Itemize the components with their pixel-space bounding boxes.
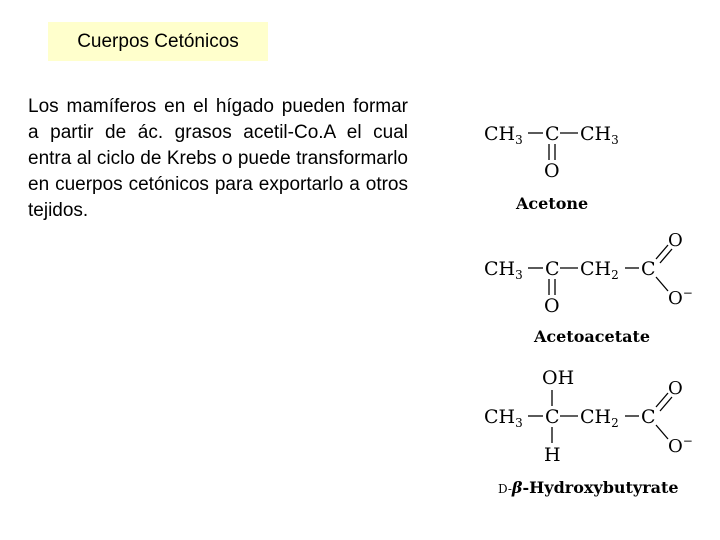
acetoacetate-structure [484,230,693,346]
slide-title: Cuerpos Cetónicos [77,30,239,52]
acetone-ch3-left: $CH_3$ [484,123,523,147]
hydroxybutyrate-o-top: O [668,378,683,399]
hydroxybutyrate-structure [484,367,693,497]
acetoacetate-label: Acetoacetate [534,327,651,346]
hydroxybutyrate-o-minus: O− [668,434,693,457]
acetoacetate-o-minus: O− [668,286,693,309]
hydroxybutyrate-c2: C [641,406,656,428]
hydroxybutyrate-oh: OH [542,367,575,389]
acetoacetate-c2: C [641,258,656,280]
acetoacetate-o-bottom: O [544,295,560,317]
hydroxybutyrate-h: H [544,444,561,466]
acetoacetate-co-single [656,277,668,291]
hydroxybutyrate-co-double-a [656,393,668,407]
acetone-label: Acetone [516,194,589,213]
acetone-c: C [545,123,560,145]
hydroxybutyrate-c1: C [545,406,560,428]
acetoacetate-co-double-a [656,245,668,259]
acetoacetate-c1: C [545,258,560,280]
acetone-ch3-right: $CH_3$ [580,123,619,147]
hydroxybutyrate-ch3: $CH_3$ [484,406,523,430]
acetone-structure [484,123,619,213]
hydroxybutyrate-co-single [656,425,668,439]
hydroxybutyrate-ch2: $CH_2$ [580,406,619,430]
acetoacetate-o-top: O [668,230,683,251]
acetoacetate-co-double-b [660,249,672,263]
acetone-o: O [544,160,560,182]
body-paragraph: Los mamíferos en el hígado pueden formar a partir de ác. grasos acetil-Co.A el cual entra al ciclo de Krebs o puede transformarlo en cuerpos cetónicos para exportarlo a otros tejidos. [28,96,408,221]
hydroxybutyrate-co-double-b [660,397,672,411]
slide-title-box [48,22,268,61]
hydroxybutyrate-label: D-β-Hydroxybutyrate [498,478,679,497]
acetoacetate-ch2: $CH_2$ [580,258,619,282]
ketone-body-structures [470,100,710,510]
acetoacetate-ch3: $CH_3$ [484,258,523,282]
